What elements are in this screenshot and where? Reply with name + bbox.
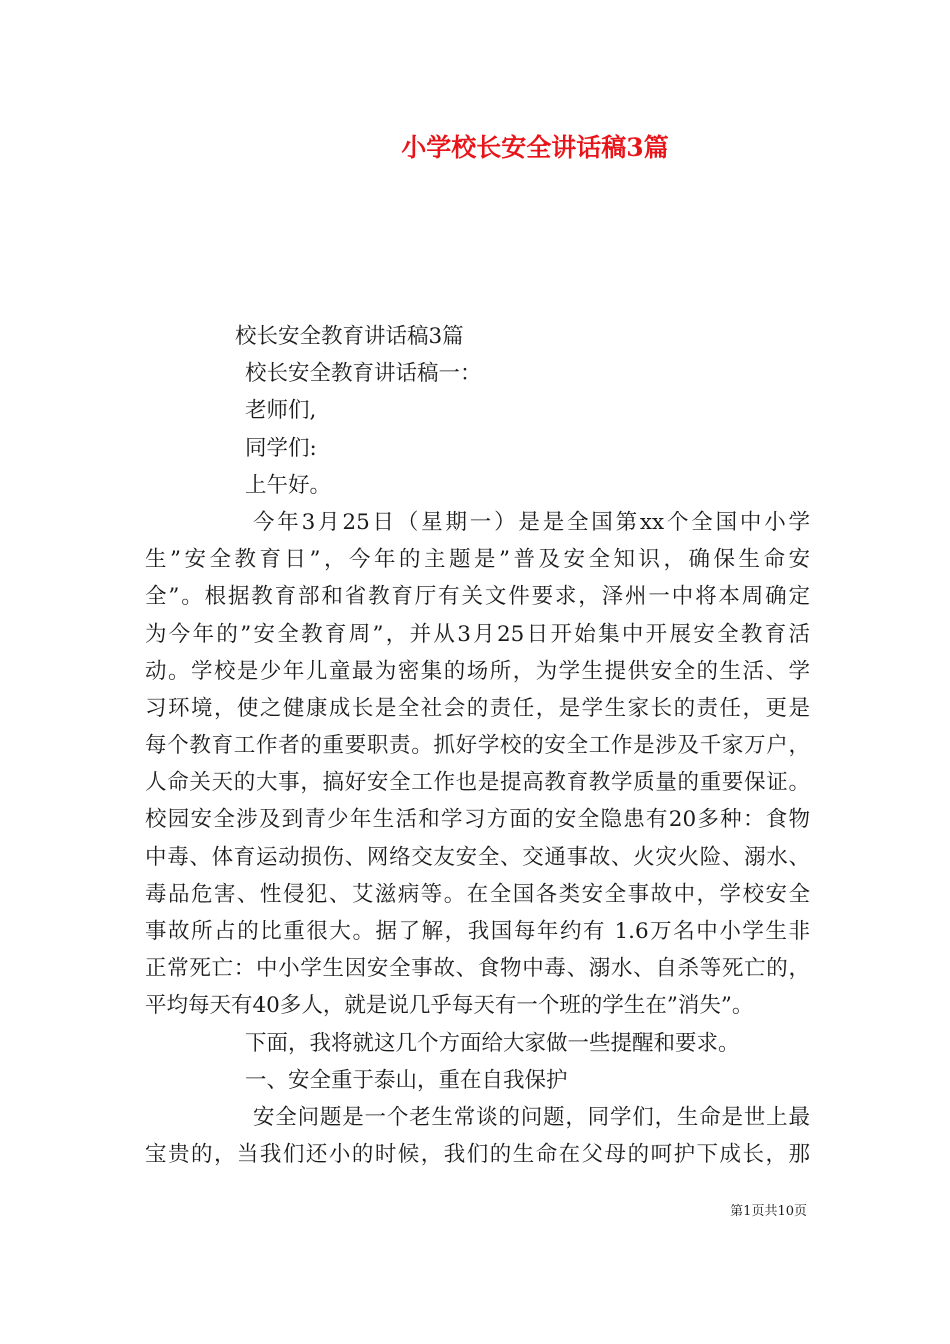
greeting-morning: 上午好。: [245, 472, 332, 498]
document-title: 小学校长安全讲话稿3篇: [401, 133, 669, 162]
greeting-students: 同学们:: [245, 435, 317, 461]
paragraph-line: 为今年的”安全教育周”，并从3月25日开始集中开展安全教育活: [145, 621, 810, 647]
paragraph-line: 习环境，使之健康成长是全社会的责任，是学生家长的责任，更是: [145, 695, 810, 721]
section-one-heading: 一、安全重于泰山，重在自我保护: [245, 1067, 568, 1093]
speech-subheading: 校长安全教育讲话稿一：: [245, 361, 482, 387]
paragraph-line: 全”。根据教育部和省教育厅有关文件要求，泽州一中将本周确定: [145, 584, 810, 610]
paragraph-line: 今年3月25日（星期一）是是全国第xx个全国中小学: [253, 509, 810, 535]
document-body: [145, 318, 810, 1173]
page-number: 第1页共10页: [730, 1204, 807, 1219]
greeting-teachers: 老师们,: [245, 398, 317, 424]
paragraph-line: 生”安全教育日”，今年的主题是”普及安全知识，确保生命安: [145, 547, 810, 573]
paragraph-line: 毒品危害、性侵犯、艾滋病等。在全国各类安全事故中，学校安全: [145, 881, 810, 907]
paragraph-line: 安全问题是一个老生常谈的问题，同学们，生命是世上最: [253, 1104, 810, 1130]
paragraph-intro: 下面，我将就这几个方面给大家做一些提醒和要求。: [245, 1030, 740, 1056]
paragraph-line: 宝贵的，当我们还小的时候，我们的生命在父母的呵护下成长，那: [145, 1142, 810, 1168]
section-heading: 校长安全教育讲话稿3篇: [235, 324, 464, 349]
paragraph-line: 正常死亡：中小学生因安全事故、食物中毒、溺水、自杀等死亡的，: [145, 956, 810, 982]
paragraph-line: 校园安全涉及到青少年生活和学习方面的安全隐患有20多种：食物: [145, 807, 810, 833]
paragraph-line: 每个教育工作者的重要职责。抓好学校的安全工作是涉及千家万户，: [145, 733, 810, 759]
paragraph-line: 事故所占的比重很大。据了解，我国每年约有 1.6万名中小学生非: [145, 919, 810, 944]
paragraph-line: 平均每天有40多人，就是说几乎每天有一个班的学生在”消失”。: [145, 993, 754, 1019]
paragraph-line: 中毒、体育运动损伤、网络交友安全、交通事故、火灾火险、溺水、: [145, 844, 810, 870]
paragraph-line: 动。学校是少年儿童最为密集的场所，为学生提供安全的生活、学: [145, 658, 810, 684]
paragraph-line: 人命关天的大事，搞好安全工作也是提高教育教学质量的重要保证。: [145, 770, 810, 796]
